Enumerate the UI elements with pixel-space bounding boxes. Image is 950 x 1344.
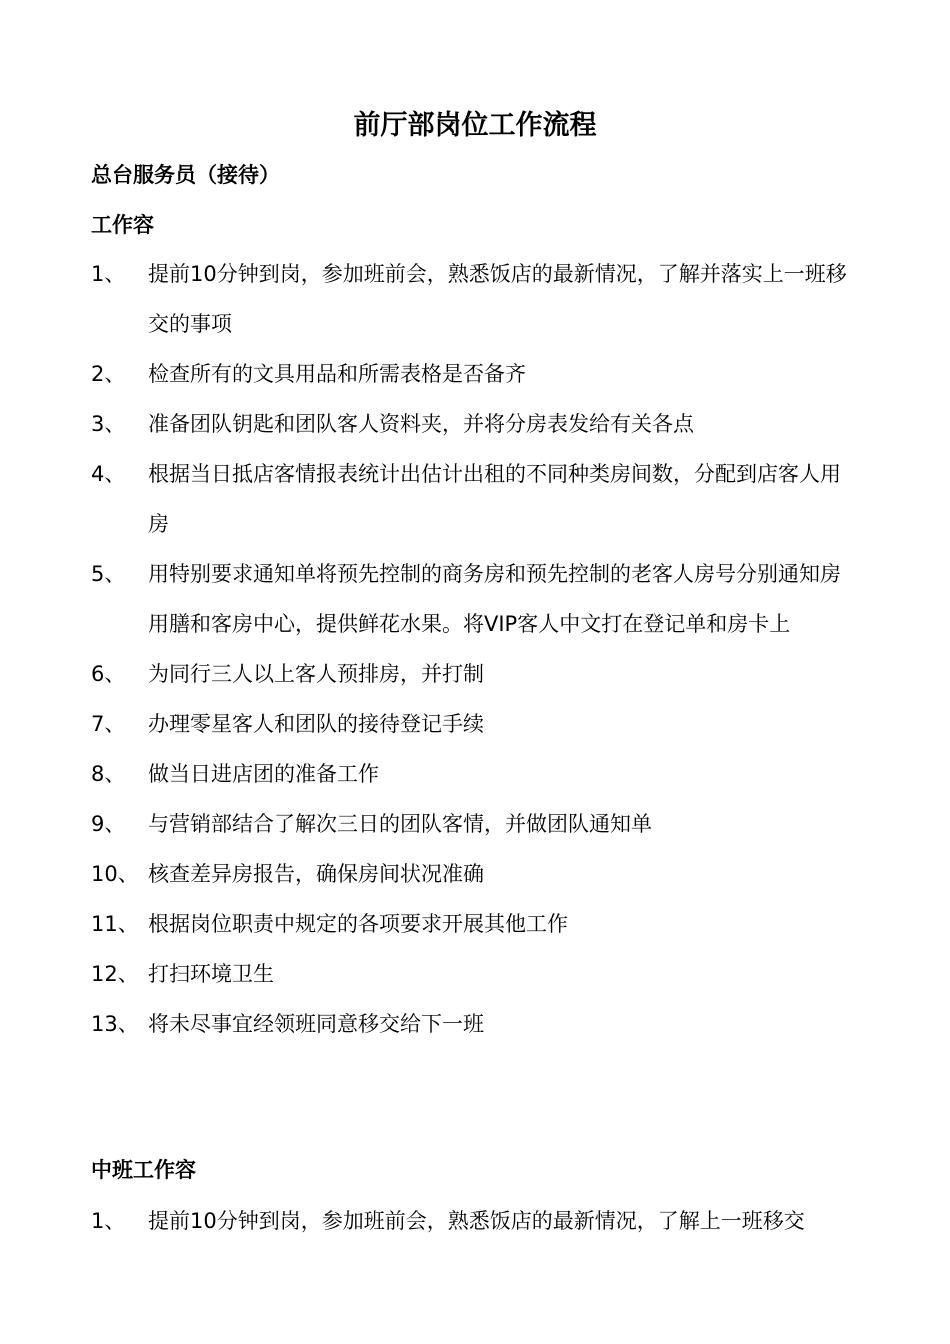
item-number: 8、 <box>91 762 126 786</box>
item-text: 与营销部结合了解次三日的团队客情，并做团队通知单 <box>148 812 652 836</box>
item-text: 做当日进店团的准备工作 <box>148 762 379 786</box>
list-item <box>91 549 861 649</box>
list-item <box>91 949 861 999</box>
section-heading-middle-shift: 中班工作容 <box>91 1158 196 1182</box>
list-item <box>91 749 861 799</box>
item-number: 11、 <box>91 912 139 936</box>
section-heading-work-content: 工作容 <box>91 213 154 237</box>
list-item <box>91 999 861 1049</box>
list-item <box>91 349 861 399</box>
list-item <box>91 449 861 549</box>
item-text: 准备团队钥匙和团队客人资料夹，并将分房表发给有关各点 <box>148 412 694 436</box>
item-text: 根据当日抵店客情报表统计出估计出租的不同种类房间数，分配到店客人用房 <box>148 462 841 536</box>
item-text: 为同行三人以上客人预排房，并打制 <box>148 662 484 686</box>
item-number: 1、 <box>91 1209 126 1233</box>
item-text: 将未尽事宜经领班同意移交给下一班 <box>148 1012 484 1036</box>
list-item <box>91 699 861 749</box>
item-number: 13、 <box>91 1012 139 1036</box>
item-number: 2、 <box>91 362 126 386</box>
item-text: 检查所有的文具用品和所需表格是否备齐 <box>148 362 526 386</box>
list-item <box>91 399 861 449</box>
item-number: 4、 <box>91 462 126 486</box>
item-text: 提前10分钟到岗，参加班前会，熟悉饭店的最新情况，了解上一班移交 <box>148 1209 805 1233</box>
work-content-list <box>91 249 861 1049</box>
item-text: 提前10分钟到岗，参加班前会，熟悉饭店的最新情况，了解并落实上一班移交的事项 <box>148 262 847 336</box>
item-text: 打扫环境卫生 <box>148 962 274 986</box>
item-number: 7、 <box>91 712 126 736</box>
item-number: 1、 <box>91 262 126 286</box>
document-title: 前厅部岗位工作流程 <box>353 110 597 141</box>
item-text: 核查差异房报告，确保房间状况准确 <box>148 862 484 886</box>
item-number: 10、 <box>91 862 139 886</box>
list-item <box>91 899 861 949</box>
list-item <box>91 249 861 349</box>
role-heading: 总台服务员（接待） <box>91 163 280 187</box>
item-number: 9、 <box>91 812 126 836</box>
item-number: 3、 <box>91 412 126 436</box>
list-item <box>91 849 861 899</box>
item-text: 办理零星客人和团队的接待登记手续 <box>148 712 484 736</box>
item-text: 用特别要求通知单将预先控制的商务房和预先控制的老客人房号分别通知房用膳和客房中心，提供鲜花水果。将VIP客人中文打在登记单和房卡上 <box>148 562 841 636</box>
list-item <box>91 1196 861 1246</box>
item-number: 12、 <box>91 962 139 986</box>
list-item <box>91 799 861 849</box>
list-item <box>91 649 861 699</box>
item-text: 根据岗位职责中规定的各项要求开展其他工作 <box>148 912 568 936</box>
middle-shift-list <box>91 1196 861 1246</box>
item-number: 5、 <box>91 562 126 586</box>
item-number: 6、 <box>91 662 126 686</box>
